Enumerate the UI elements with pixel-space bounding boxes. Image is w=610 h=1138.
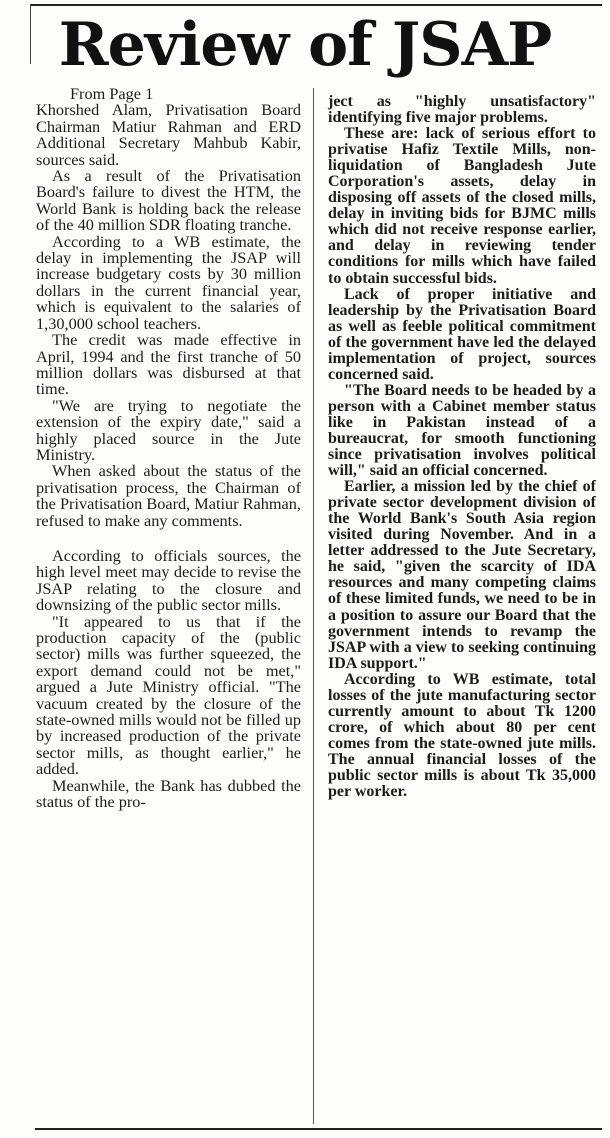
right-column <box>328 94 596 800</box>
headline: Review of JSAP <box>58 10 552 80</box>
continuation-kicker: From Page 1 <box>70 84 154 103</box>
paragraph: Meanwhile, the Bank has dubbed the status of the pro- <box>36 775 301 812</box>
paragraph: As a result of the Privatisation Board's failure to divest the HTM, the World Bank is holding back the release of the 40 million SDR floating tranche. <box>36 166 301 235</box>
paragraph: "The Board needs to be headed by a person with a Cabinet member status like in Pakistan instead of a bureaucrat, for smooth functioning since privatisation involves political will," said an official concerned. <box>328 381 596 480</box>
paragraph: Lack of proper initiative and leadership by the Privatisation Board as well as feeble political commitment of the government have led the delayed implementation of project, sources concerned said. <box>328 285 596 383</box>
paragraph: According to WB estimate, total losses of the jute manufacturing sector currently amount to about Tk 1200 crore, of which about 80 per cent comes from the state-owned jute mills. The annual financial losses of the public sector mills is about Tk 35,000 per worker. <box>328 670 596 801</box>
bottom-rule <box>35 1128 602 1130</box>
paragraph: Earlier, a mission led by the chief of private sector development division of the World Bank's South Asia region visited during November. And in a letter addressed to the Jute Secretary, he said, "given the scarcity of IDA resources and many competing claims of these limited funds, we need to be in a position to assure our Board that the government intends to revamp the JSAP with a view to seeking continuing IDA support." <box>328 478 596 672</box>
paragraph: Khorshed Alam, Privatisation Board Chairman Matiur Rahman and ERD Additional Secretary Mahbub Kabir, sources said. <box>36 100 301 169</box>
paragraph: According to officials sources, the high level meet may decide to revise the JSAP relating to the closure and downsizing of the public sector mills. <box>36 545 301 615</box>
paragraph: "It appeared to us that if the production capacity of the (public sector) mills was further squeezed, the export demand could not be met," argued a Jute Ministry official. "The vacuum created by the closure of the state-owned mills would not be filled up by increased production of the private sector mills, as thought earlier," he added. <box>36 611 301 779</box>
paragraph: When asked about the status of the privatisation process, the Chairman of the Privatisation Board, Matiur Rahman, refused to make any comments. <box>36 461 301 530</box>
paragraph: "We are trying to negotiate the extension of the expiry date," said a highly placed source in the Jute Ministry. <box>36 395 301 464</box>
paragraph: According to a WB estimate, the delay in implementing the JSAP will increase budgetary costs by 30 million dollars in the current financial year, which is equivalent to the salaries of 1,30,000 school teachers. <box>36 231 301 333</box>
paragraph: These are: lack of serious effort to privatise Hafiz Textile Mills, non-liquidation of Bangladesh Jute Corporation's assets, delay in disposing off assets of the closed mills, delay in inviting bids for BJMC mills which did not receive response earlier, and delay in reviewing tender conditions for mills which have failed to obtain successful bids. <box>328 125 596 287</box>
paragraph: The credit was made effective in April, 1994 and the first tranche of 50 million dollars was disbursed at that time. <box>36 330 301 399</box>
left-column <box>36 86 301 810</box>
column-divider <box>313 88 314 1124</box>
paragraph: ject as "highly unsatisfactory" identifying five major problems. <box>328 93 596 127</box>
